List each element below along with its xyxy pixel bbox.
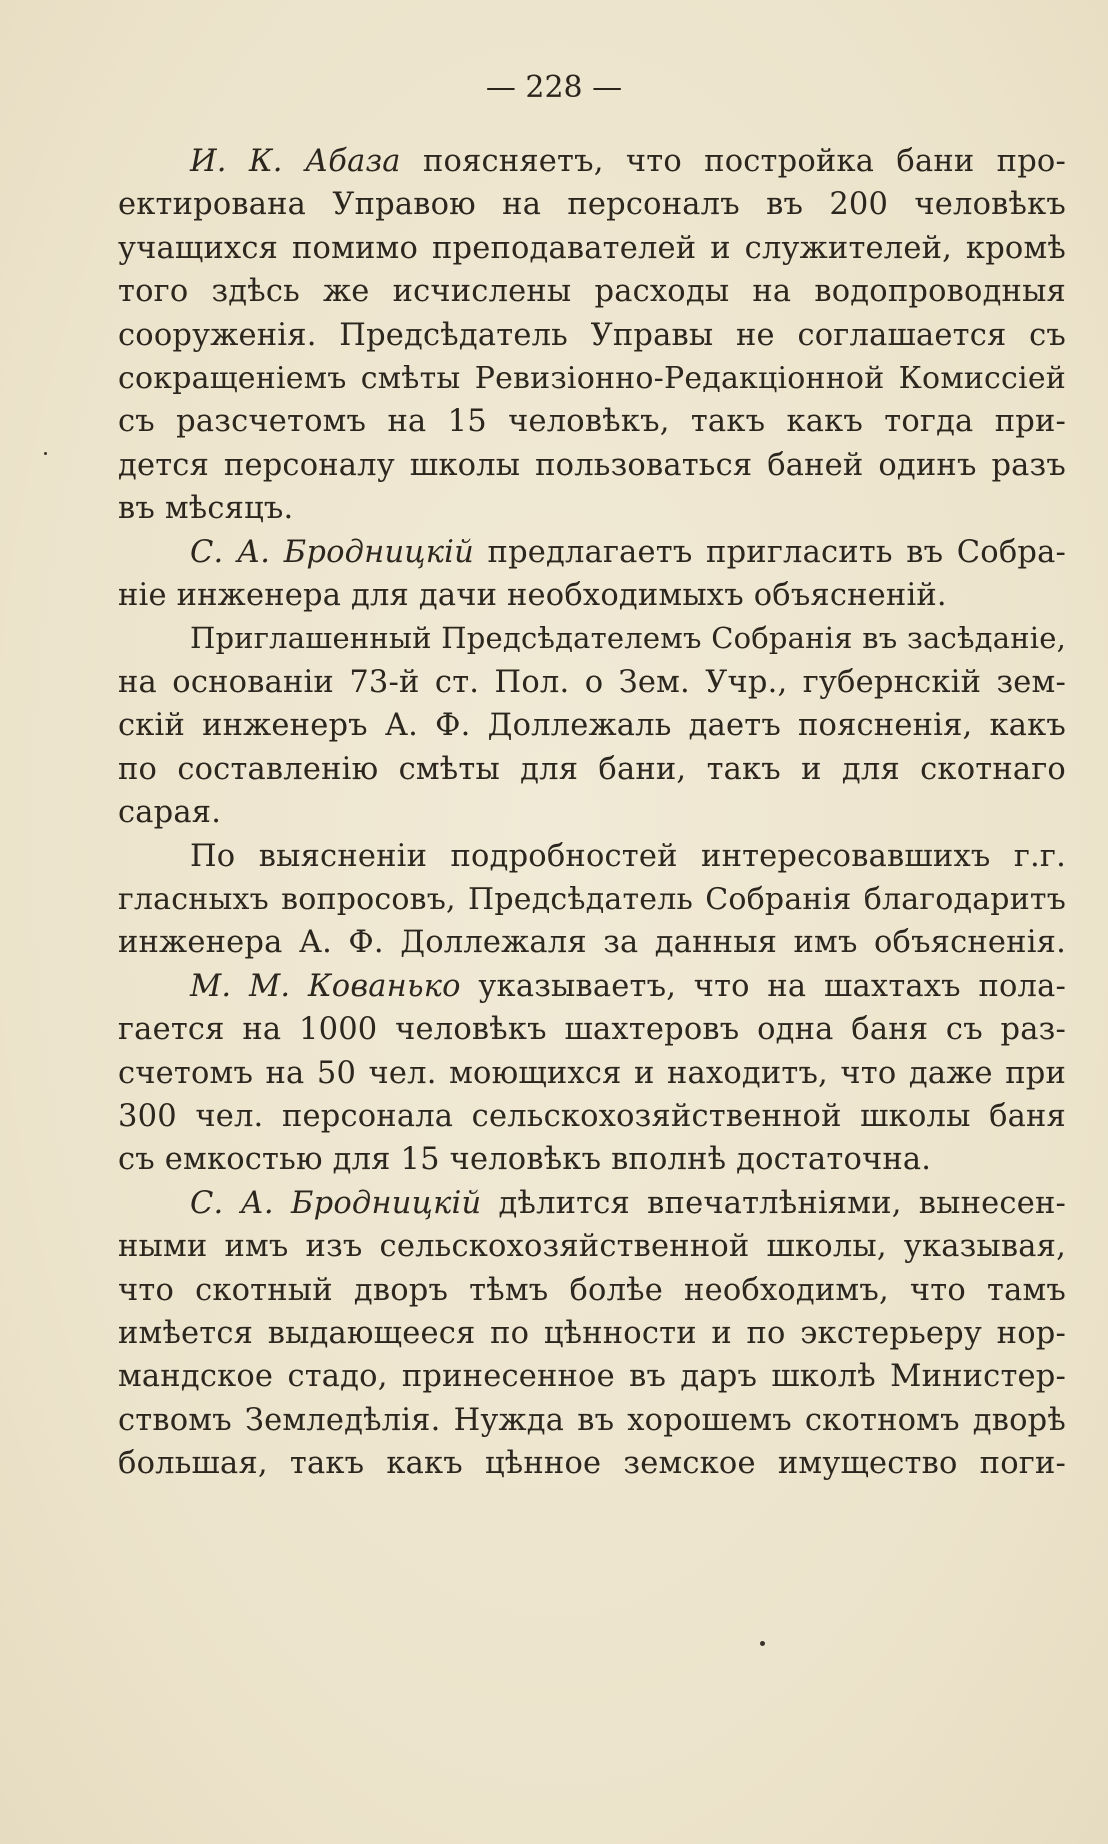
text-line: въ мѣсяцъ. [118, 491, 294, 527]
text-line: съ разсчетомъ на 15 человѣкъ, такъ какъ тогда при- [118, 404, 1066, 440]
text-line: учащихся помимо преподавателей и служителей, кромѣ [118, 230, 1066, 266]
speaker-name: С. А. Бродницкій [190, 1185, 482, 1221]
text-line: сооруженія. Предсѣдатель Управы не соглашается съ [118, 317, 1066, 353]
text-line: гласныхъ вопросовъ, Предсѣдатель Собранія благодаритъ [118, 881, 1066, 917]
text-line: большая, такъ какъ цѣнное земское имущество поги- [118, 1446, 1066, 1482]
text-line: И. К. Абаза поясняетъ, что постройка бани про- [190, 144, 1066, 179]
text-line: сарая. [118, 795, 222, 831]
text-line: что скотный дворъ тѣмъ болѣе необходимъ, что тамъ [118, 1272, 1066, 1308]
text-line: ными имъ изъ сельскохозяйственной школы, указывая, [118, 1229, 1066, 1265]
text-line: С. А. Бродницкій дѣлится впечатлѣніями, вынесен- [190, 1185, 1066, 1221]
text-line: Приглашенный Предсѣдателемъ Собранія въ засѣданіе, [190, 621, 1066, 656]
text-line: М. М. Кованько указываетъ, что на шахтахъ пола- [190, 968, 1066, 1004]
speaker-name: И. К. Абаза [190, 144, 401, 179]
page-number: — 228 — [485, 70, 623, 105]
text-line: имѣется выдающееся по цѣнности и по экстерьеру нор- [118, 1315, 1066, 1351]
text-line: на основаніи 73-й ст. Пол. о Зем. Учр., губернскій зем- [118, 664, 1066, 700]
text-line: ніе инженера для дачи необходимыхъ объясненій. [118, 578, 947, 614]
text-line: дется персоналу школы пользоваться баней одинъ разъ [118, 447, 1066, 483]
print-speck [44, 452, 47, 455]
text-line: гается на 1000 человѣкъ шахтеровъ одна баня съ раз- [118, 1012, 1066, 1048]
text-line: По выясненіи подробностей интересовавшихъ г.г. [190, 838, 1066, 874]
print-speck [760, 1641, 765, 1646]
text-line: ектирована Управою на персоналъ въ 200 человѣкъ [118, 187, 1066, 223]
text-line: сокращеніемъ смѣты Ревизіонно-Редакціонной Комиссіей [118, 361, 1066, 397]
text-line: того здѣсь же исчислены расходы на водопроводныя [118, 274, 1066, 310]
text-line: съ емкостью для 15 человѣкъ вполнѣ достаточна. [118, 1142, 932, 1178]
body-text [118, 140, 1066, 1486]
speaker-name: С. А. Бродницкій [190, 534, 474, 570]
text-line: счетомъ на 50 чел. моющихся и находитъ, что даже при [118, 1055, 1066, 1091]
speaker-name: М. М. Кованько [190, 968, 461, 1004]
text-line: мандское стадо, принесенное въ даръ школѣ Министер- [118, 1359, 1066, 1395]
text-line: скій инженеръ А. Ф. Доллежаль даетъ поясненія, какъ [118, 708, 1066, 744]
text-line: инженера А. Ф. Доллежаля за данныя имъ объясненія. [118, 925, 1066, 961]
text-line: по составленію смѣты для бани, такъ и для скотнаго [118, 751, 1066, 787]
text-line: 300 чел. персонала сельскохозяйственной школы баня [118, 1098, 1066, 1134]
text-line: С. А. Бродницкій предлагаетъ пригласить въ Собра- [190, 534, 1066, 570]
text-line: ствомъ Земледѣлія. Нужда въ хорошемъ скотномъ дворѣ [118, 1402, 1066, 1438]
